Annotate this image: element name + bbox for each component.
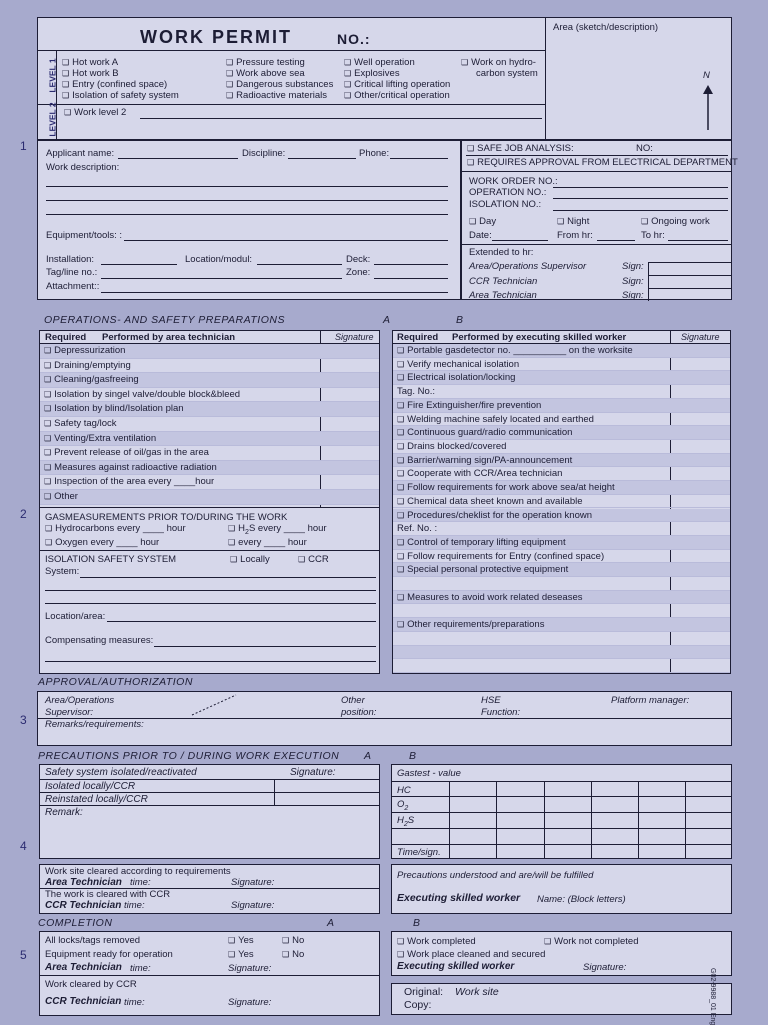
applicant-name-label: Applicant name: bbox=[46, 148, 115, 159]
supervisor-label: Supervisor: bbox=[45, 707, 94, 718]
list-item[interactable]: ❑ Isolation by singel valve/double block&bleed bbox=[40, 388, 379, 403]
completion-time-2: time: bbox=[124, 997, 145, 1008]
completion-signature-2: Signature: bbox=[228, 997, 272, 1008]
a-required-header: Required bbox=[45, 332, 87, 343]
ops-prep-a: A bbox=[383, 314, 391, 326]
checkbox-entry[interactable]: ❑ Entry (confined space) bbox=[62, 79, 167, 90]
checkbox-radioactive[interactable]: ❑ Radioactive materials bbox=[226, 90, 327, 101]
gastest-label: Gastest - value bbox=[397, 768, 461, 779]
form-code: G02-9988_01 Eng bbox=[709, 968, 716, 1025]
checkbox-ccr[interactable]: ❑ CCR bbox=[298, 554, 329, 565]
signature-label-2: Signature: bbox=[231, 900, 275, 911]
list-item[interactable]: ❑ Procedures/cheklist for the operation known bbox=[393, 509, 730, 523]
to-hr-label: To hr: bbox=[641, 230, 665, 241]
o2-label: $O_2$ bbox=[397, 799, 409, 812]
time-label-1: time: bbox=[130, 877, 151, 888]
list-item[interactable]: ❑ Draining/emptying bbox=[40, 359, 379, 374]
platform-manager-label: Platform manager: bbox=[611, 695, 690, 706]
a-performed-header: Performed by area technician bbox=[102, 332, 236, 343]
checkbox-isolation-safety[interactable]: ❑ Isolation of safety system bbox=[62, 90, 179, 101]
checkbox-h2s-every[interactable]: ❑ $H_2S$ every ____ hour bbox=[228, 523, 327, 538]
page-title: WORK PERMIT bbox=[140, 27, 292, 47]
safety-system-label: Safety system isolated/reactivated bbox=[45, 767, 197, 778]
function-label: Function: bbox=[481, 707, 521, 718]
approval-divider bbox=[190, 693, 238, 717]
checkbox-equipment-yes[interactable]: ❑ Yes bbox=[228, 949, 254, 960]
signature-label-1: Signature: bbox=[231, 877, 275, 888]
section-number-2: 2 bbox=[20, 507, 27, 521]
precautions-b: B bbox=[409, 750, 417, 762]
time-sign-label: Time/sign. bbox=[397, 847, 441, 858]
hse-label: HSE bbox=[481, 695, 501, 706]
remarks-label: Remarks/requirements: bbox=[45, 719, 144, 730]
checkbox-pressure-testing[interactable]: ❑ Pressure testing bbox=[226, 57, 305, 68]
ops-prep-heading: OPERATIONS- AND SAFETY PREPARATIONS bbox=[44, 314, 285, 326]
section-number-3: 3 bbox=[20, 713, 27, 727]
checkbox-dangerous-substances[interactable]: ❑ Dangerous substances bbox=[226, 79, 333, 90]
hydrocarbon-label-2: carbon system bbox=[476, 68, 538, 79]
north-label: N bbox=[703, 70, 710, 81]
completion-signature-3: Signature: bbox=[583, 962, 627, 973]
list-item[interactable]: ❑ Measures against radioactive radiation bbox=[40, 461, 379, 476]
location-area-label: Location/area: bbox=[45, 611, 106, 622]
precautions-heading: PRECAUTIONS PRIOR TO / DURING WORK EXECUTION bbox=[38, 750, 340, 762]
checkbox-oxygen-every[interactable]: ❑ Oxygen every ____ hour bbox=[45, 537, 159, 548]
system-label: System: bbox=[45, 566, 80, 577]
operation-no-label: OPERATION NO.: bbox=[469, 187, 547, 198]
checkbox-hot-work-b[interactable]: ❑ Hot work B bbox=[62, 68, 119, 79]
reinstated-locally-label: Reinstated locally/CCR bbox=[45, 794, 148, 805]
list-item[interactable]: ❑ Barrier/warning sign/PA-announcement bbox=[393, 454, 730, 468]
list-item bbox=[393, 646, 730, 660]
a-signature-header: Signature bbox=[335, 332, 374, 342]
extended-label: Extended to hr: bbox=[469, 247, 534, 258]
list-item[interactable]: ❑ Follow requirements for Entry (confined space) bbox=[393, 550, 730, 564]
isolation-no-label: ISOLATION NO.: bbox=[469, 199, 542, 210]
phone-label: Phone: bbox=[359, 148, 390, 159]
ccr-tech-label: CCR Technician bbox=[469, 276, 538, 287]
list-item[interactable]: ❑ Chemical data sheet known and available bbox=[393, 495, 730, 509]
list-item[interactable]: ❑ Continuous guard/radio communication bbox=[393, 426, 730, 440]
b-items-list bbox=[393, 344, 730, 673]
completion-a: A bbox=[327, 917, 335, 929]
equipment-ready-label: Equipment ready for operation bbox=[45, 949, 173, 960]
work-cleared-ccr-label: Work cleared by CCR bbox=[45, 979, 137, 990]
section-number-4: 4 bbox=[20, 839, 27, 853]
iso-heading: ISOLATION SAFETY SYSTEM bbox=[45, 554, 177, 565]
completion-b: B bbox=[413, 917, 421, 929]
checkbox-equipment-no[interactable]: ❑ No bbox=[282, 949, 304, 960]
b-signature-header: Signature bbox=[681, 332, 720, 342]
list-item: Tag. No.: bbox=[393, 385, 730, 399]
list-item[interactable]: ❑ Cleaning/gasfreeing bbox=[40, 373, 379, 388]
work-site-label: Work site bbox=[455, 986, 499, 998]
position-label: position: bbox=[341, 707, 377, 718]
discipline-label: Discipline: bbox=[242, 148, 286, 159]
work-order-label: WORK ORDER NO.: bbox=[469, 176, 558, 187]
extension-sign-grid bbox=[648, 262, 732, 301]
checkbox-locks-yes[interactable]: ❑ Yes bbox=[228, 935, 254, 946]
deck-label: Deck: bbox=[346, 254, 371, 265]
list-item[interactable]: ❑ Venting/Extra ventilation bbox=[40, 432, 379, 447]
checkbox-hot-work-a[interactable]: ❑ Hot work A bbox=[62, 57, 118, 68]
time-label-2: time: bbox=[124, 900, 145, 911]
list-item[interactable]: ❑ Drains blocked/covered bbox=[393, 440, 730, 454]
ccr-technician-label: CCR Technician bbox=[45, 900, 122, 911]
checkbox-other-critical[interactable]: ❑ Other/critical operation bbox=[344, 90, 450, 101]
tag-line-label: Tag/line no.: bbox=[46, 267, 98, 278]
work-description-label: Work description: bbox=[46, 162, 120, 173]
area-tech-label: Area Technician bbox=[469, 290, 537, 301]
name-block-label: Name: (Block letters) bbox=[537, 894, 626, 905]
checkbox-work-above-sea[interactable]: ❑ Work above sea bbox=[226, 68, 305, 79]
area-sketch-label: Area (sketch/description) bbox=[553, 22, 659, 33]
other-label: Other bbox=[341, 695, 365, 706]
gas-heading: GASMEASUREMENTS PRIOR TO/DURING THE WORK bbox=[45, 512, 288, 523]
checkbox-requires-approval[interactable]: ❑ REQUIRES APPROVAL FROM ELECTRICAL DEPARTMENT bbox=[467, 157, 738, 168]
sign-label-3: Sign: bbox=[622, 290, 644, 301]
from-hr-label: From hr: bbox=[557, 230, 593, 241]
list-item[interactable]: ❑ Welding machine safely located and earthed bbox=[393, 413, 730, 427]
checkbox-ongoing[interactable]: ❑ Ongoing work bbox=[641, 216, 710, 227]
checkbox-hydrocarbons-every[interactable]: ❑ Hydrocarbons every ____ hour bbox=[45, 523, 186, 534]
date-label: Date: bbox=[469, 230, 492, 241]
h2s-label: $H_2S$ bbox=[397, 815, 415, 828]
list-item[interactable]: ❑ Cooperate with CCR/Area technician bbox=[393, 467, 730, 481]
precaution-signature-label: Signature: bbox=[290, 767, 336, 778]
list-item[interactable]: ❑ Electrical isolation/locking bbox=[393, 371, 730, 385]
equipment-label: Equipment/tools: : bbox=[46, 230, 123, 241]
compensating-label: Compensating measures: bbox=[45, 635, 154, 646]
b-performed-header: Performed by executing skilled worker bbox=[452, 332, 627, 343]
checkbox-work-completed[interactable]: ❑ Work completed bbox=[397, 936, 476, 947]
remark-label: Remark: bbox=[45, 807, 83, 818]
checkbox-day[interactable]: ❑ Day bbox=[469, 216, 496, 227]
completion-executing-worker: Executing skilled worker bbox=[397, 961, 515, 972]
location-label: Location/modul: bbox=[185, 254, 253, 265]
understood-label: Precautions understood and are/will be fulfilled bbox=[397, 870, 594, 881]
b-required-header: Required bbox=[397, 332, 439, 343]
executing-worker-label: Executing skilled worker bbox=[397, 892, 521, 904]
list-item[interactable]: ❑ Other bbox=[40, 490, 379, 505]
checkbox-locally[interactable]: ❑ Locally bbox=[230, 554, 270, 565]
list-item: Ref. No. : bbox=[393, 522, 730, 536]
copy-label: Copy: bbox=[404, 999, 432, 1011]
completion-heading: COMPLETION bbox=[38, 917, 113, 929]
list-item[interactable]: ❑ Fire Extinguisher/fire prevention bbox=[393, 399, 730, 413]
checkbox-work-place-cleaned[interactable]: ❑ Work place cleaned and secured bbox=[397, 949, 545, 960]
checkbox-locks-no[interactable]: ❑ No bbox=[282, 935, 304, 946]
cleared-ccr-label: The work is cleared with CCR bbox=[45, 889, 171, 900]
list-item[interactable]: ❑ Portable gasdetector no. __________ on the worksite bbox=[393, 344, 730, 358]
sign-label-1: Sign: bbox=[622, 261, 644, 272]
checkbox-safe-job[interactable]: ❑ SAFE JOB ANALYSIS: bbox=[467, 143, 574, 154]
checkbox-critical-lifting[interactable]: ❑ Critical lifting operation bbox=[344, 79, 450, 90]
approval-heading: APPROVAL/AUTHORIZATION bbox=[38, 676, 193, 688]
list-item[interactable]: ❑ Follow requirements for work above sea/at height bbox=[393, 481, 730, 495]
completion-area-technician: Area Technician bbox=[45, 962, 122, 973]
ops-prep-b: B bbox=[456, 314, 464, 326]
checkbox-work-level-2[interactable]: ❑ Work level 2 bbox=[64, 107, 126, 118]
list-item[interactable]: ❑ Safety tag/lock bbox=[40, 417, 379, 432]
checkbox-every[interactable]: ❑ every ____ hour bbox=[228, 537, 307, 548]
list-item[interactable]: ❑ Isolation by blind/Isolation plan bbox=[40, 402, 379, 417]
list-item[interactable]: ❑ Control of temporary lifting equipment bbox=[393, 536, 730, 550]
checkbox-well-operation[interactable]: ❑ Well operation bbox=[344, 57, 415, 68]
list-item bbox=[393, 604, 730, 618]
original-label: Original: bbox=[404, 986, 444, 998]
list-item[interactable]: ❑ Measures to avoid work related deseases bbox=[393, 591, 730, 605]
safe-job-no-label: NO: bbox=[636, 143, 653, 154]
hc-label: HC bbox=[397, 785, 411, 796]
checkbox-work-not-completed[interactable]: ❑ Work not completed bbox=[544, 936, 638, 947]
section-number-1: 1 bbox=[20, 139, 27, 153]
completion-time-1: time: bbox=[130, 963, 151, 974]
attachment-label: Attachment:: bbox=[46, 281, 100, 292]
isolated-locally-label: Isolated locally/CCR bbox=[45, 781, 136, 792]
checkbox-explosives[interactable]: ❑ Explosives bbox=[344, 68, 400, 79]
list-item[interactable]: ❑ Verify mechanical isolation bbox=[393, 358, 730, 372]
list-item[interactable]: ❑ Prevent release of oil/gas in the area bbox=[40, 446, 379, 461]
section-number-5: 5 bbox=[20, 948, 27, 962]
level2-label: LEVEL 2 bbox=[47, 102, 58, 137]
north-arrow-icon bbox=[700, 84, 716, 132]
installation-label: Installation: bbox=[46, 254, 95, 265]
a-items-list bbox=[40, 344, 379, 506]
permit-no-label: NO.: bbox=[337, 31, 371, 47]
all-locks-label: All locks/tags removed bbox=[45, 935, 141, 946]
completion-ccr-technician: CCR Technician bbox=[45, 996, 122, 1007]
zone-label: Zone: bbox=[346, 267, 371, 278]
list-item[interactable]: ❑ Special personal protective equipment bbox=[393, 563, 730, 577]
list-item[interactable]: ❑ Inspection of the area every ____hour bbox=[40, 475, 379, 490]
list-item bbox=[393, 632, 730, 646]
precautions-a: A bbox=[364, 750, 372, 762]
completion-signature-1: Signature: bbox=[228, 963, 272, 974]
level1-label: LEVEL 1 bbox=[47, 58, 58, 93]
area-technician-label: Area Technician bbox=[45, 877, 122, 888]
list-item bbox=[393, 659, 730, 673]
list-item[interactable]: ❑ Depressurization bbox=[40, 344, 379, 359]
area-ops-sup-label: Area/Operations Supervisor bbox=[469, 261, 587, 272]
list-item bbox=[393, 577, 730, 591]
checkbox-night[interactable]: ❑ Night bbox=[557, 216, 589, 227]
area-ops-label: Area/Operations bbox=[45, 695, 115, 706]
list-item[interactable]: ❑ Other requirements/preparations bbox=[393, 618, 730, 632]
checkbox-hydrocarbon[interactable]: ❑ Work on hydro- bbox=[461, 57, 536, 68]
cleared-req-label: Work site cleared according to requirements bbox=[45, 866, 231, 877]
sign-label-2: Sign: bbox=[622, 276, 644, 287]
